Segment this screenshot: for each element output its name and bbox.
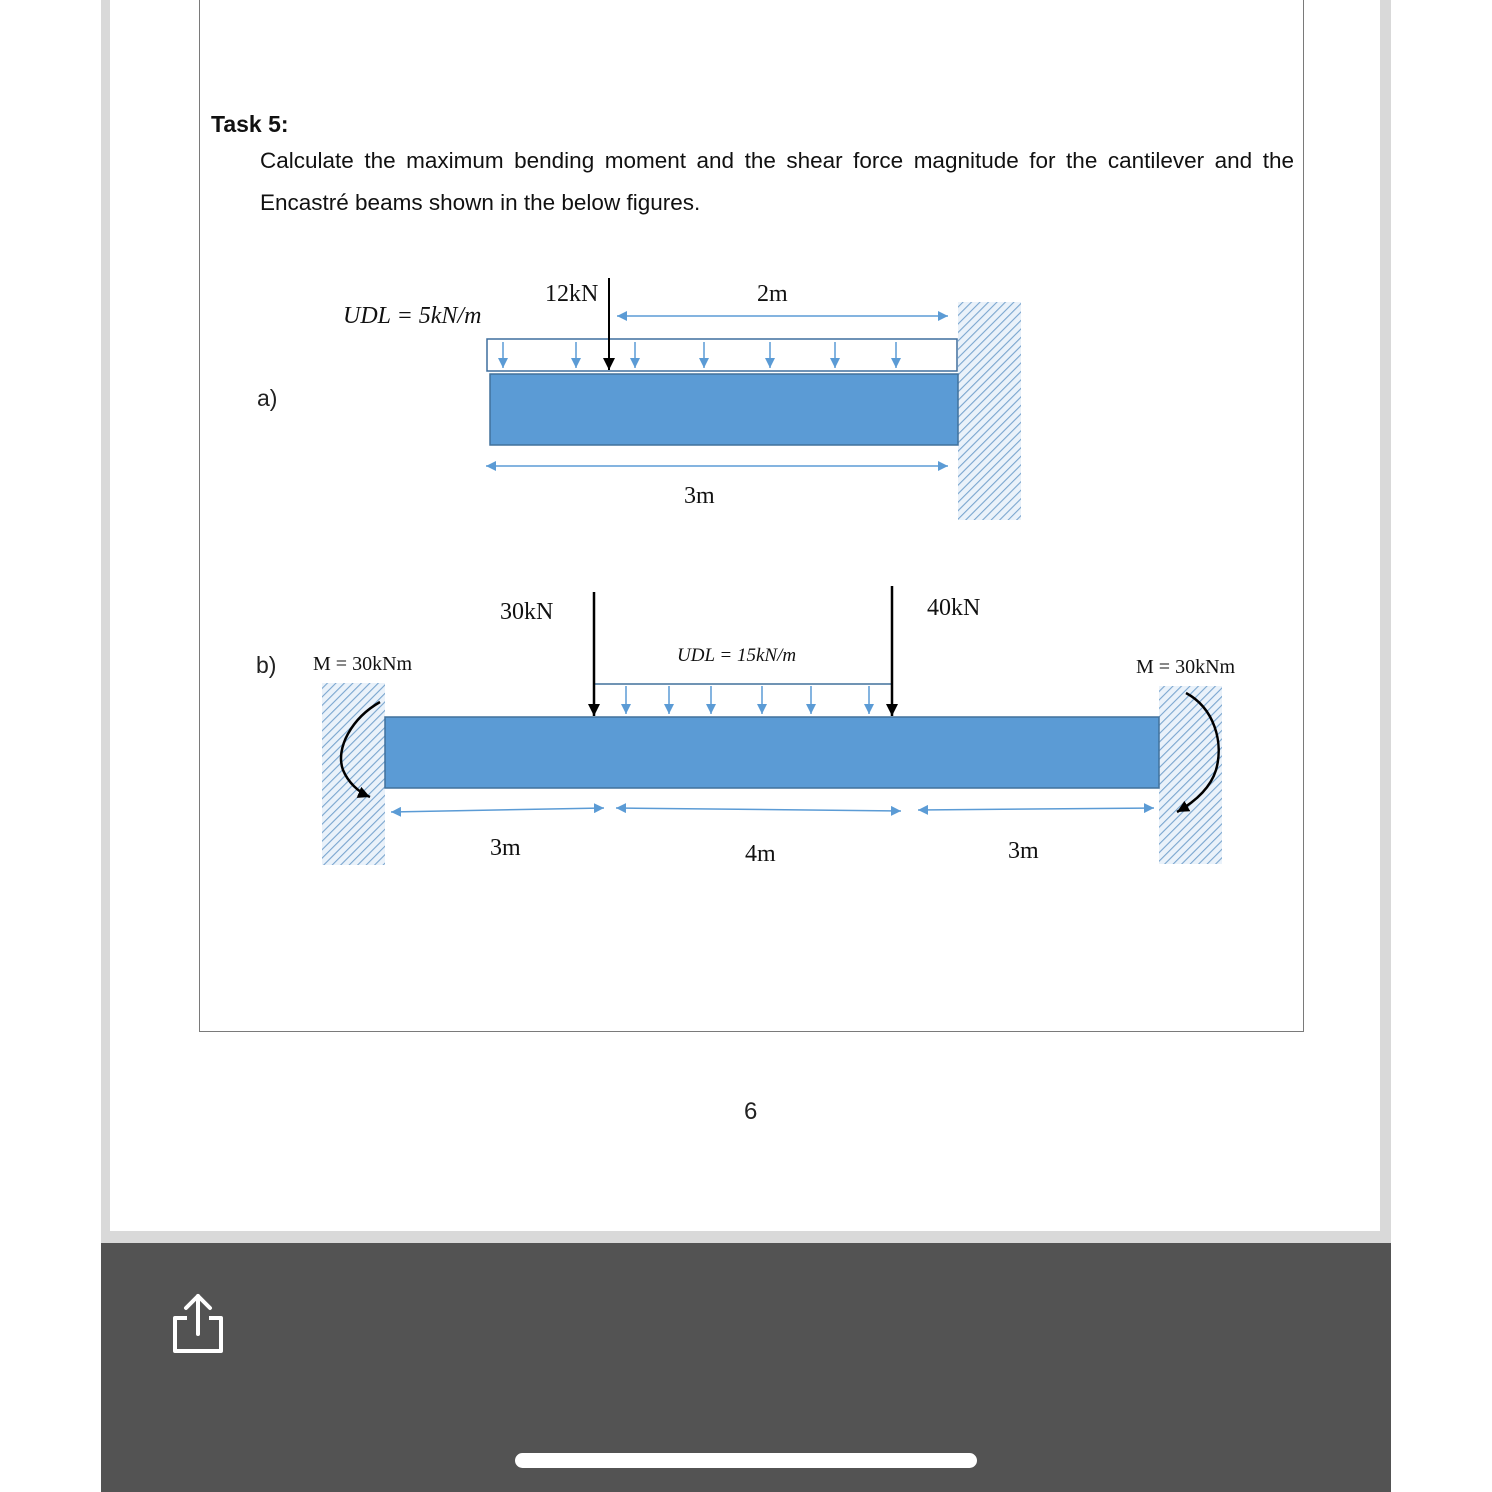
dimension-line-mid-b xyxy=(616,808,901,811)
beam-b xyxy=(385,717,1159,788)
fixed-support-right-b xyxy=(1159,686,1222,864)
moment-label-left-b: M = 30kNm xyxy=(313,653,413,675)
point-load-label-right-b: 40kN xyxy=(927,595,981,621)
udl-block-a xyxy=(487,339,957,371)
udl-arrows-a xyxy=(503,342,896,368)
udl-label-b: UDL = 15kN/m xyxy=(677,645,797,666)
dim-bottom-label-a: 3m xyxy=(684,483,715,509)
figure-b-label: b) xyxy=(256,652,277,678)
dim-left-label-b: 3m xyxy=(490,835,521,861)
share-icon xyxy=(167,1290,227,1360)
bottom-toolbar xyxy=(101,1243,1391,1492)
dim-top-label-a: 2m xyxy=(757,281,788,307)
figure-b xyxy=(313,586,1236,867)
dimension-line-left-b xyxy=(391,808,604,812)
task-description: Calculate the maximum bending moment and the shear force magnitude for the cantilever and the Encastré beams shown in the below figures. xyxy=(260,148,1294,215)
dim-mid-label-b: 4m xyxy=(745,841,776,867)
fixed-support-left-b xyxy=(322,683,385,865)
beam-a xyxy=(490,374,958,445)
udl-arrows-b xyxy=(626,686,869,714)
task-title: Task 5: xyxy=(211,111,289,137)
share-button[interactable] xyxy=(167,1290,227,1360)
figure-a xyxy=(343,278,1021,520)
dimension-line-right-b xyxy=(918,808,1154,810)
fixed-support-wall-a xyxy=(958,302,1021,520)
home-indicator[interactable] xyxy=(515,1453,977,1468)
figure-a-label: a) xyxy=(257,385,278,411)
page-number: 6 xyxy=(744,1098,758,1125)
dim-right-label-b: 3m xyxy=(1008,838,1039,864)
point-load-label-a: 12kN xyxy=(545,281,599,307)
udl-label-a: UDL = 5kN/m xyxy=(343,303,482,329)
point-load-label-left-b: 30kN xyxy=(500,599,554,625)
moment-label-right-b: M = 30kNm xyxy=(1136,656,1236,678)
